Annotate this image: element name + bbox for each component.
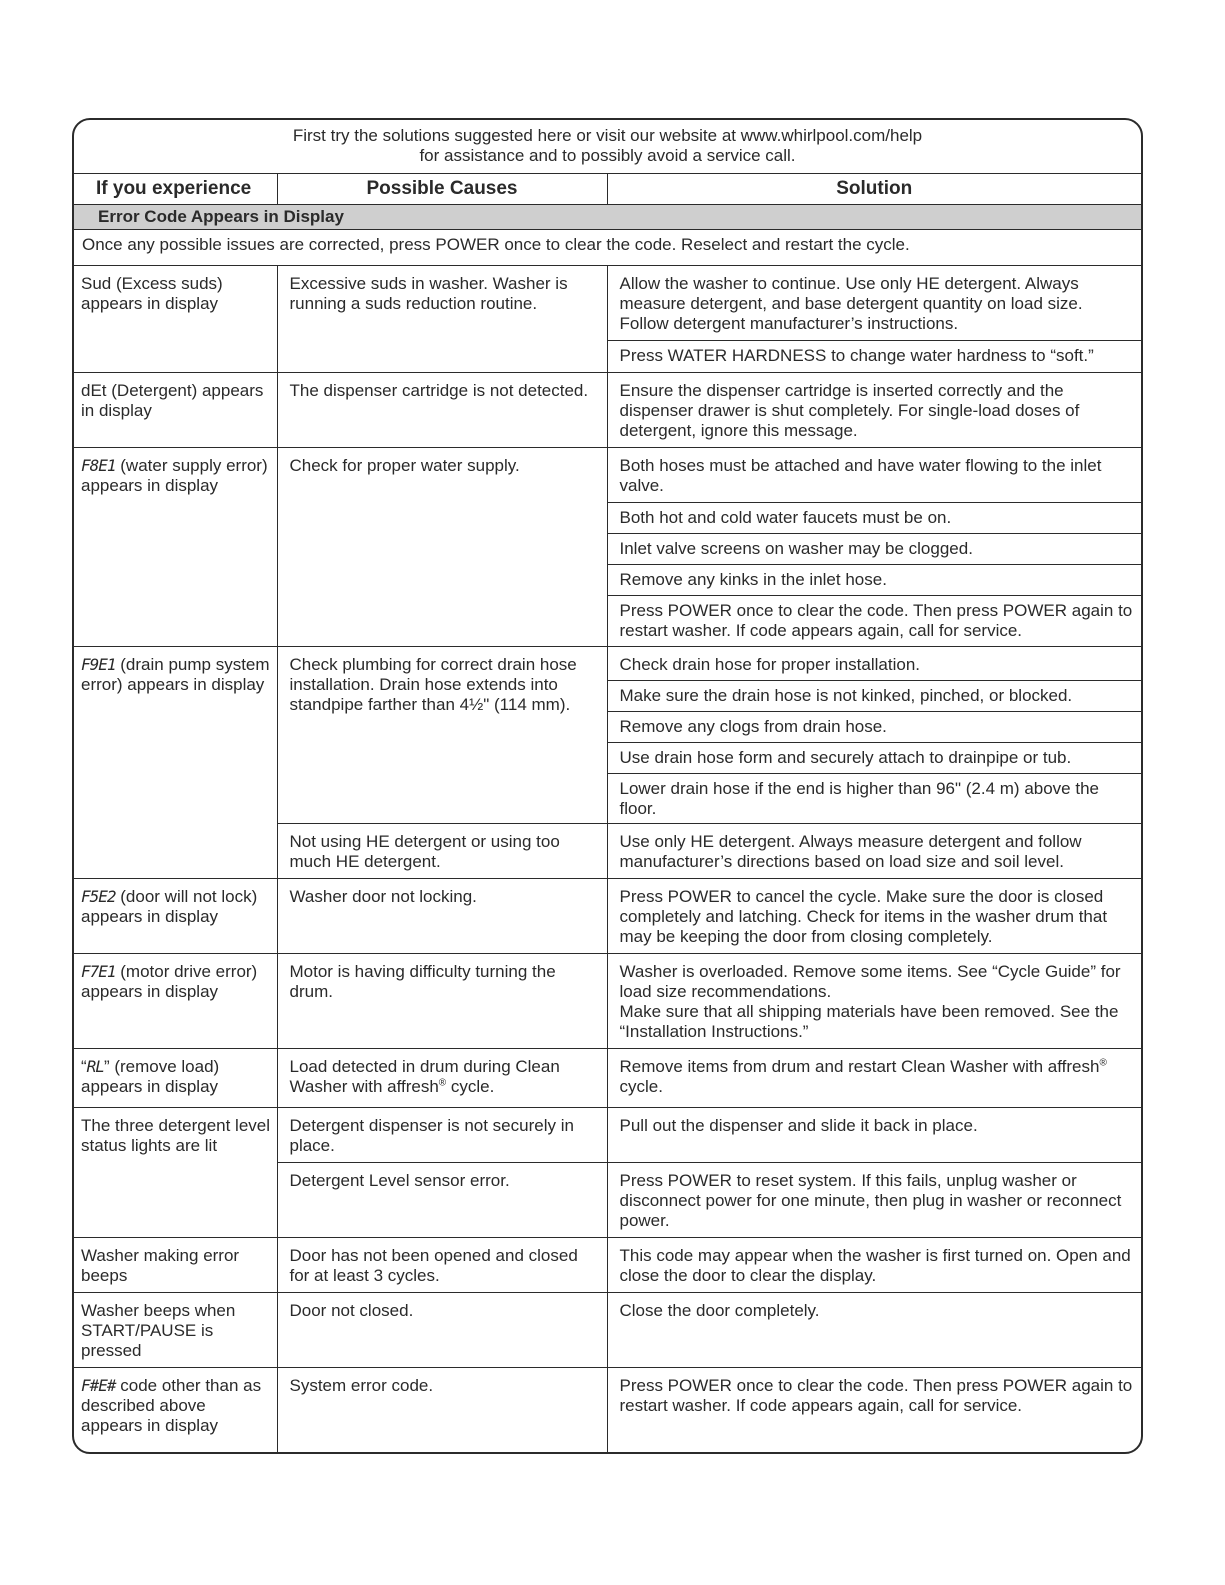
- cause-cell: Check plumbing for correct drain hose installation. Drain hose extends into standpipe farther than 4½" (114 mm).: [277, 647, 607, 824]
- cause-cell: Not using HE detergent or using too much HE detergent.: [277, 824, 607, 879]
- problem-text: (water supply error) appears in display: [81, 456, 268, 495]
- cause-cell: Excessive suds in washer. Washer is running a suds reduction routine.: [277, 266, 607, 373]
- error-code: F8E1: [81, 456, 116, 475]
- table-row: [74, 879, 1141, 954]
- table-row: [74, 1368, 1141, 1453]
- table-row: [74, 448, 1141, 503]
- error-code: F5E2: [81, 887, 116, 906]
- section-band: [74, 205, 1141, 230]
- table-row: [74, 1108, 1141, 1163]
- problem-cell: [74, 1049, 277, 1108]
- error-code: F#E#: [81, 1376, 116, 1395]
- troubleshooting-panel: [72, 118, 1143, 1454]
- problem-cell: The three detergent level status lights are lit: [74, 1108, 277, 1238]
- solution-cell: [607, 954, 1141, 1049]
- cause-cell: Detergent dispenser is not securely in place.: [277, 1108, 607, 1163]
- problem-cell: Washer making error beeps: [74, 1238, 277, 1293]
- solution-cell: Both hot and cold water faucets must be on.: [607, 503, 1141, 534]
- problem-cell: [74, 1368, 277, 1453]
- header-experience: If you experience: [74, 174, 277, 205]
- problem-cell: [74, 448, 277, 647]
- table-row: [74, 1049, 1141, 1108]
- cause-text-a: Load detected in drum during Clean Washer with affresh: [289, 1057, 560, 1096]
- solution-cell: Make sure the drain hose is not kinked, pinched, or blocked.: [607, 681, 1141, 712]
- problem-text: (motor drive error) appears in display: [81, 962, 258, 1001]
- solution-cell: Check drain hose for proper installation.: [607, 647, 1141, 681]
- solution-cell: Allow the washer to continue. Use only HE detergent. Always measure detergent, and base detergent quantity on load size. Follow detergent manufacturer’s instructions.: [607, 266, 1141, 341]
- table-row: [74, 954, 1141, 1049]
- cause-cell: Check for proper water supply.: [277, 448, 607, 647]
- solution-cell: Press POWER to cancel the cycle. Make sure the door is closed completely and latching. Check for items in the washer drum that may be keeping the door from closing completely.: [607, 879, 1141, 954]
- problem-cell: Washer beeps when START/PAUSE is pressed: [74, 1293, 277, 1368]
- solution-cell: Ensure the dispenser cartridge is inserted correctly and the dispenser drawer is shut completely. For single-load doses of detergent, ignore this message.: [607, 373, 1141, 448]
- error-code: dEt: [81, 381, 107, 400]
- table-row: [74, 1293, 1141, 1368]
- problem-cell: [74, 373, 277, 448]
- solution-cell: Inlet valve screens on washer may be clogged.: [607, 534, 1141, 565]
- solution-cell: Pull out the dispenser and slide it back in place.: [607, 1108, 1141, 1163]
- header-row: [74, 174, 1141, 205]
- error-code: RL: [86, 1057, 104, 1076]
- solution-text-a: Remove items from drum and restart Clean Washer with affresh: [619, 1057, 1100, 1076]
- error-code: Sud: [81, 274, 112, 293]
- quote-open: “: [81, 1057, 87, 1076]
- cause-text-b: cycle.: [446, 1077, 495, 1096]
- solution-cell: This code may appear when the washer is first turned on. Open and close the door to clear the display.: [607, 1238, 1141, 1293]
- solution-cell: Press POWER once to clear the code. Then press POWER again to restart washer. If code appears again, call for service.: [607, 596, 1141, 647]
- solution-cell: Use only HE detergent. Always measure detergent and follow manufacturer’s directions based on load size and soil level.: [607, 824, 1141, 879]
- problem-cell: [74, 879, 277, 954]
- cause-cell: Door not closed.: [277, 1293, 607, 1368]
- solution-cell: Both hoses must be attached and have water flowing to the inlet valve.: [607, 448, 1141, 503]
- problem-cell: [74, 266, 277, 373]
- header-causes: Possible Causes: [277, 174, 607, 205]
- solution-cell: Remove any kinks in the inlet hose.: [607, 565, 1141, 596]
- solution-text-b: Make sure that all shipping materials have been removed. See the “Installation Instructions.”: [619, 1002, 1119, 1041]
- section-note: Once any possible issues are corrected, press POWER once to clear the code. Reselect and restart the cycle.: [74, 230, 1141, 266]
- cause-cell: Door has not been opened and closed for at least 3 cycles.: [277, 1238, 607, 1293]
- cause-cell: System error code.: [277, 1368, 607, 1453]
- solution-cell: [607, 1049, 1141, 1108]
- solution-text-b: cycle.: [619, 1077, 663, 1096]
- problem-text: (Detergent) appears in display: [81, 381, 264, 420]
- problem-text: ” (remove load) appears in display: [81, 1057, 220, 1096]
- cause-cell: The dispenser cartridge is not detected.: [277, 373, 607, 448]
- intro-line-2: for assistance and to possibly avoid a service call.: [419, 146, 796, 165]
- problem-cell: [74, 647, 277, 879]
- table-row: [74, 266, 1141, 341]
- error-code: F7E1: [81, 962, 116, 981]
- header-solution: Solution: [607, 174, 1141, 205]
- solution-cell: Close the door completely.: [607, 1293, 1141, 1368]
- error-code: F9E1: [81, 655, 116, 674]
- registered-mark: ®: [1099, 1057, 1107, 1069]
- cause-cell: Washer door not locking.: [277, 879, 607, 954]
- solution-cell: Remove any clogs from drain hose.: [607, 712, 1141, 743]
- solution-cell: Use drain hose form and securely attach to drainpipe or tub.: [607, 743, 1141, 774]
- solution-cell: Press POWER once to clear the code. Then press POWER again to restart washer. If code appears again, call for service.: [607, 1368, 1141, 1453]
- solution-cell: Press POWER to reset system. If this fails, unplug washer or disconnect power for one minute, then plug in washer or reconnect power.: [607, 1163, 1141, 1238]
- intro-text: [74, 120, 1141, 173]
- section-title: Error Code Appears in Display: [74, 205, 1141, 230]
- problem-text: code other than as described above appears in display: [81, 1376, 262, 1435]
- cause-cell: Detergent Level sensor error.: [277, 1163, 607, 1238]
- troubleshooting-table: [74, 173, 1141, 1452]
- problem-text: (Excess suds) appears in display: [81, 274, 223, 313]
- problem-cell: [74, 954, 277, 1049]
- cause-cell: Motor is having difficulty turning the drum.: [277, 954, 607, 1049]
- intro-line-1: First try the solutions suggested here or visit our website at www.whirlpool.com/help: [292, 126, 923, 145]
- problem-text: (drain pump system error) appears in display: [81, 655, 270, 694]
- section-note-row: [74, 230, 1141, 266]
- solution-cell: Press WATER HARDNESS to change water hardness to “soft.”: [607, 341, 1141, 373]
- table-row: [74, 647, 1141, 681]
- table-row: [74, 1238, 1141, 1293]
- table-row: [74, 373, 1141, 448]
- cause-cell: [277, 1049, 607, 1108]
- solution-text-a: Washer is overloaded. Remove some items. See “Cycle Guide” for load size recommendations.: [619, 962, 1121, 1001]
- registered-mark: ®: [438, 1077, 447, 1089]
- problem-text: (door will not lock) appears in display: [81, 887, 258, 926]
- solution-cell: Lower drain hose if the end is higher than 96" (2.4 m) above the floor.: [607, 774, 1141, 824]
